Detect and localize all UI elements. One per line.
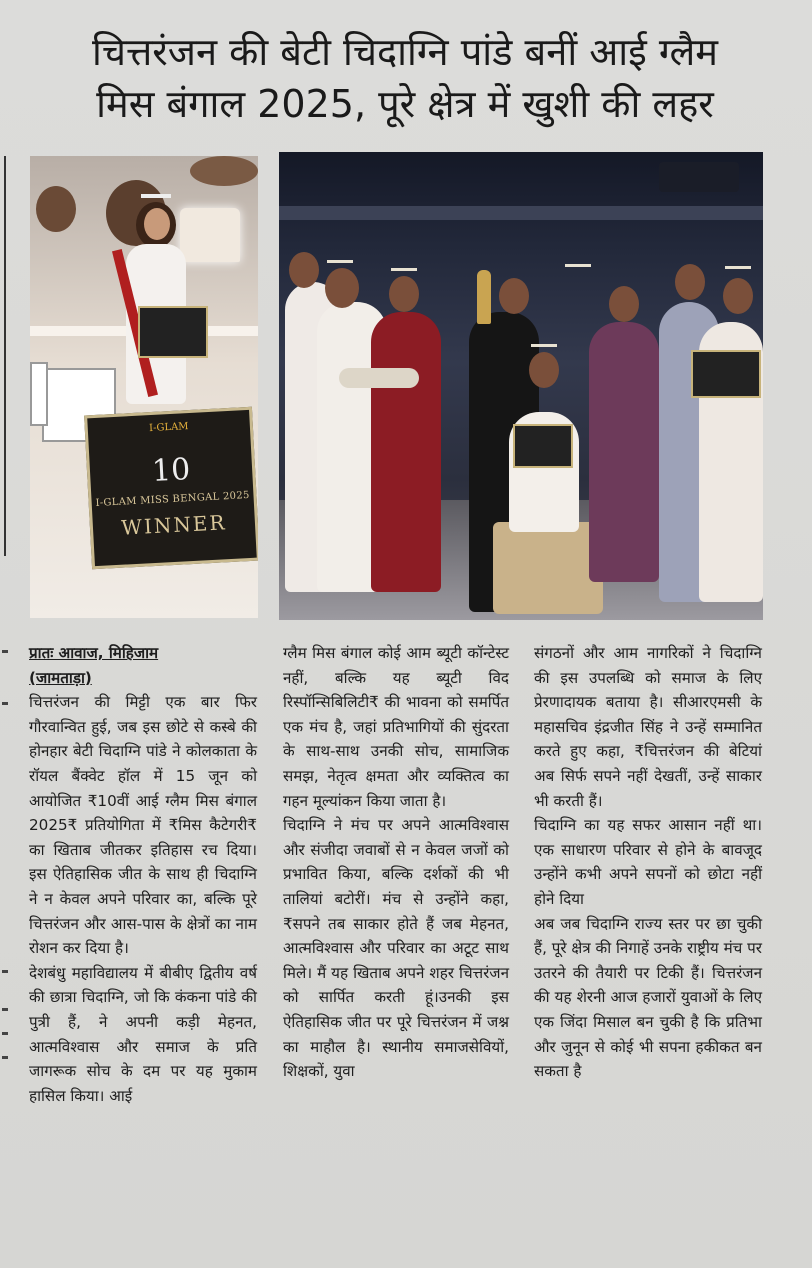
contestant-head	[289, 252, 319, 288]
certificate	[138, 306, 208, 358]
girl-face	[144, 208, 170, 240]
bouquet	[339, 368, 419, 388]
wall-plate	[36, 186, 76, 232]
crown	[391, 268, 417, 281]
paragraph: देशबंधु महाविद्यालय में बीबीए द्वितीय वर्ष की छात्रा चिदाग्नि, जो कि कंकना पांडे की पुत्री हैं, ने अपनी कड़ी मेहनत, आत्मविश्वास और समाज के प्रति जागरूक सोच के दम पर यह मुकाम हासिल किया। आई	[29, 963, 257, 1105]
contestant-head	[723, 278, 753, 314]
contestant	[371, 312, 441, 592]
sign-title: I-GLAM MISS BENGAL 2025	[95, 489, 250, 510]
article-column-1	[29, 641, 257, 1108]
sign-logo: I-GLAM	[148, 421, 189, 435]
contestant-head	[675, 264, 705, 300]
crown	[725, 266, 751, 279]
paragraph: चिदाग्नि ने मंच पर अपने आत्मविश्वास और संजीदा जवाबों से न केवल जजों को प्रभावित किया, बल्कि दर्शकों की भी तालियां बटोरीं। मंच से उन्होंने कहा, ₹सपने तब साकार होते हैं जब मेहनत, आत्मविश्वास और परिवार का अटूट साथ मिले। मैं यह खिताब अपने शहर चित्तरंजन को सार्पित करती हूं।उनकी इस ऐतिहासिक जीत पर पूरे चित्तरंजन में जश्न का माहौल है। स्थानीय समाजसेवियों, शिक्षकों, युवा	[283, 816, 509, 1081]
byline	[29, 641, 257, 690]
crown	[141, 194, 171, 208]
contestant-head	[325, 268, 359, 308]
paragraph: चित्तरंजन की मिट्टी एक बार फिर गौरवान्वित हुई, जब इस छोटे से कस्बे की होनहार बेटी चिदाग्नि पांडे ने कोलकाता के रॉयल बैंक्वेट हॉल में 15 जून को आयोजित ₹10वीं आई ग्लैम मिस बंगाल 2025₹ प्रतियोगिता में ₹मिस कैटेगरी₹ का खिताब जीतकर इतिहास रच दिया। इस ऐतिहासिक जीत के साथ ही चिदाग्नि ने न केवल अपने परिवार का, बल्कि पूरे चित्तरंजन और आस-पास के क्षेत्रों का नाम रोशन कर दिया है।	[29, 693, 257, 958]
lamp	[180, 208, 240, 262]
contestant-head	[389, 276, 419, 312]
crown	[531, 344, 557, 357]
paragraph: ग्लैम मिस बंगाल कोई आम ब्यूटी कॉन्टेस्ट नहीं, बल्कि यह ब्यूटी विद रिस्पॉन्सिबिलिटी₹ की भावना को समर्पित एक मंच है, जहां प्रतिभागियों की सुंदरता के साथ-साथ उनकी सोच, सामाजिक समझ, नेतृत्व क्षमता और व्यक्तित्व का गहन मूल्यांकन किया जाता है।	[283, 644, 509, 810]
byline-line-2: (जामताड़ा)	[29, 668, 92, 687]
paragraph: संगठनों और आम नागरिकों ने चिदाग्नि की इस उपलब्धि को समाज के लिए प्रेरणादायक बताया है। सीआरएमसी के महासचिव इंद्रजीत सिंह ने उन्हें सम्मानित करते हुए कहा, ₹चित्तरंजन की बेटियां अब सिर्फ सपने नहीं देखतीं, उन्हें साकार भी करती हैं।	[534, 644, 762, 810]
trophy	[477, 270, 491, 324]
headline-line-1: चित्तरंजन की बेटी चिदाग्नि पांडे बनीं आई ग्लैम	[92, 30, 718, 74]
adjacent-column-marks	[0, 640, 12, 1240]
winner-photo	[30, 156, 258, 618]
byline-line-1: प्रातः आवाज, मिहिजाम	[29, 644, 159, 662]
throne-chair	[493, 522, 603, 614]
stage-group-photo	[279, 152, 763, 620]
certificate	[691, 350, 761, 398]
winner-sign	[84, 407, 258, 570]
contestant-head	[529, 352, 559, 388]
article-column-2	[283, 641, 509, 1084]
column-rule	[4, 156, 6, 556]
certificate	[513, 424, 573, 468]
crown	[565, 264, 591, 277]
contestant-head	[609, 286, 639, 322]
crown	[327, 260, 353, 273]
photo-frame	[30, 362, 48, 426]
sign-number: 10	[151, 452, 192, 489]
contestant-head	[499, 278, 529, 314]
stage-truss	[279, 206, 763, 220]
paragraph: अब जब चिदाग्नि राज्य स्तर पर छा चुकी हैं, पूरे क्षेत्र की निगाहें उनके राष्ट्रीय मंच पर उतरने की तैयारी पर टिकी हैं। चित्तरंजन की यह शेरनी आज हजारों युवाओं के लिए एक जिंदा मिसाल बन चुकी है कि प्रतिभा और जुनून से कोई भी सपना हकीकत बन सकता है	[534, 914, 762, 1081]
sign-label: WINNER	[120, 510, 228, 540]
headline	[20, 26, 790, 130]
headline-line-2: मिस बंगाल 2025, पूरे क्षेत्र में खुशी की लहर	[96, 82, 714, 126]
paragraph: चिदाग्नि का यह सफर आसान नहीं था। एक साधारण परिवार से होने के बावजूद उन्होंने कभी अपने सपनों को छोटा नहीं होने दिया	[534, 816, 762, 908]
contestant	[589, 322, 659, 582]
cropped-top-strip	[0, 0, 812, 12]
article-column-3	[534, 641, 762, 1084]
wall-plate	[190, 156, 258, 186]
chandelier	[659, 162, 739, 192]
